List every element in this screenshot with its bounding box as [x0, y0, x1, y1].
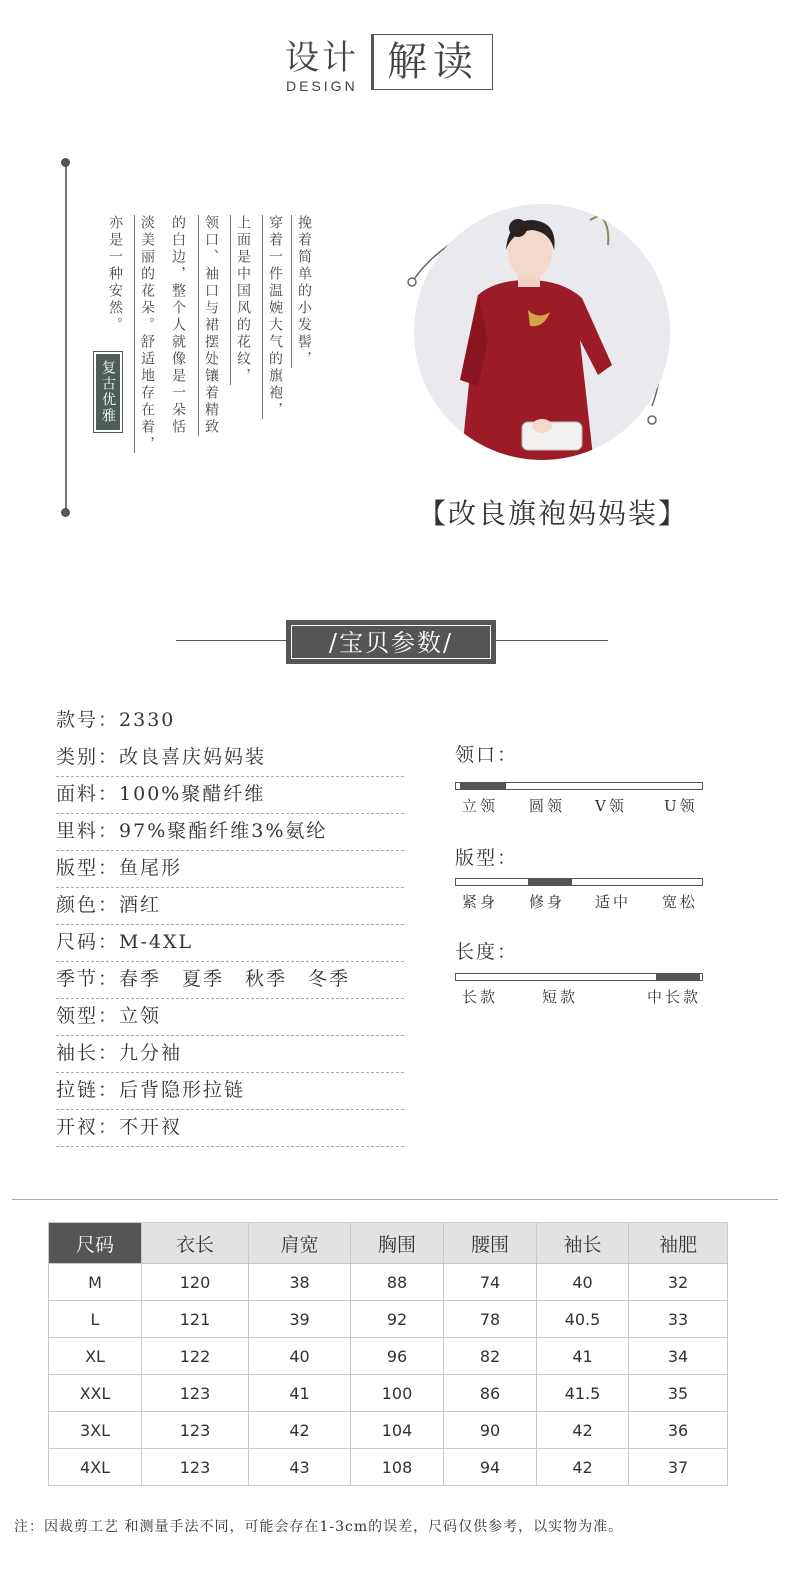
length-title: 长度： [455, 941, 519, 963]
table-cell: 42 [537, 1449, 629, 1486]
table-cell: 39 [249, 1301, 351, 1338]
size-table-header: 胸围 [351, 1223, 444, 1264]
fit-label: 宽松 [662, 893, 699, 911]
fit-slider-fill [528, 879, 572, 885]
table-cell: 82 [444, 1338, 537, 1375]
table-cell: 41 [249, 1375, 351, 1412]
params-header-line-right [496, 640, 608, 641]
table-cell: 123 [142, 1449, 249, 1486]
table-cell: L [49, 1301, 142, 1338]
table-cell: 123 [142, 1375, 249, 1412]
param-key: 颜色： [56, 894, 120, 916]
neckline-label: V领 [595, 797, 627, 815]
param-row [56, 851, 404, 888]
table-row [49, 1338, 728, 1375]
param-key: 面料： [56, 783, 120, 805]
poem-timeline-dot-top [61, 158, 70, 167]
size-note: 注：因裁剪工艺 和测量手法不同，可能会存在1-3cm的误差，尺码仅供参考，以实物为准。 [14, 1519, 624, 1535]
table-cell: XXL [49, 1375, 142, 1412]
param-value: 立领 [119, 1005, 162, 1027]
table-cell: 122 [142, 1338, 249, 1375]
size-table-header: 腰围 [444, 1223, 537, 1264]
fit-label: 适中 [595, 893, 632, 911]
design-header [285, 34, 505, 96]
poem-column: 挽着简单的小发髻， [291, 215, 312, 368]
table-cell: 74 [444, 1264, 537, 1301]
section-divider [12, 1199, 778, 1200]
table-cell: 40 [249, 1338, 351, 1375]
param-value: M-4XL [119, 931, 194, 953]
table-cell: 120 [142, 1264, 249, 1301]
poem-stamp: 复古优雅 [94, 352, 122, 432]
param-key: 开衩： [56, 1116, 120, 1138]
table-cell: M [49, 1264, 142, 1301]
poem-column: 淡美丽的花朵。舒适地存在着， [134, 215, 155, 453]
table-cell: 108 [351, 1449, 444, 1486]
param-row [56, 814, 404, 851]
param-key: 款号： [56, 709, 120, 731]
size-table [48, 1222, 728, 1486]
size-table-header-row [49, 1223, 728, 1264]
params-header [286, 620, 496, 664]
size-table-header: 袖肥 [629, 1223, 728, 1264]
table-row [49, 1449, 728, 1486]
param-key: 拉链： [56, 1079, 120, 1101]
param-value: 后背隐形拉链 [119, 1079, 246, 1101]
param-key: 袖长： [56, 1042, 120, 1064]
param-key: 里料： [56, 820, 120, 842]
table-cell: 3XL [49, 1412, 142, 1449]
param-key: 季节： [56, 968, 120, 990]
fit-title: 版型： [455, 847, 519, 869]
table-cell: 92 [351, 1301, 444, 1338]
table-cell: 40.5 [537, 1301, 629, 1338]
fit-label: 修身 [529, 893, 566, 911]
table-cell: 104 [351, 1412, 444, 1449]
table-cell: 41.5 [537, 1375, 629, 1412]
size-table-header: 肩宽 [249, 1223, 351, 1264]
poem-column: 领口、袖口与裙摆处镶着精致 [198, 215, 219, 436]
table-row [49, 1375, 728, 1412]
size-table-header: 袖长 [537, 1223, 629, 1264]
param-row [56, 777, 404, 814]
params-header-line-left [176, 640, 286, 641]
table-row [49, 1412, 728, 1449]
param-value: 鱼尾形 [119, 857, 183, 879]
portrait-caption: 【改良旗袍妈妈装】 [418, 497, 689, 530]
fit-slider [455, 878, 703, 886]
table-row [49, 1301, 728, 1338]
poem-timeline-line [65, 162, 67, 514]
poem-column: 穿着一件温婉大气的旗袍， [262, 215, 283, 419]
design-header-subtitle: DESIGN [286, 78, 358, 94]
table-cell: 33 [629, 1301, 728, 1338]
param-key: 尺码： [56, 931, 120, 953]
param-row [56, 1073, 404, 1110]
table-cell: 100 [351, 1375, 444, 1412]
table-cell: 94 [444, 1449, 537, 1486]
design-header-left: 设计 [285, 38, 359, 78]
length-label: 中长款 [647, 988, 702, 1006]
neckline-label: 立领 [462, 797, 499, 815]
table-cell: 42 [537, 1412, 629, 1449]
table-cell: 86 [444, 1375, 537, 1412]
param-value: 97%聚酯纤维3%氨纶 [119, 820, 328, 842]
table-cell: XL [49, 1338, 142, 1375]
param-value: 不开衩 [119, 1116, 183, 1138]
table-cell: 34 [629, 1338, 728, 1375]
param-value: 九分袖 [119, 1042, 183, 1064]
poem-column: 的白边，整个人就像是一朵恬 [170, 215, 186, 436]
product-portrait [400, 190, 684, 474]
table-cell: 36 [629, 1412, 728, 1449]
param-row [56, 888, 404, 925]
param-value: 改良喜庆妈妈装 [119, 746, 267, 768]
length-label: 短款 [542, 988, 579, 1006]
param-value: 2330 [119, 709, 176, 731]
size-table-header: 衣长 [142, 1223, 249, 1264]
table-cell: 35 [629, 1375, 728, 1412]
params-header-label: /宝贝参数/ [291, 625, 491, 659]
param-key: 领型： [56, 1005, 120, 1027]
param-value: 100%聚醋纤维 [119, 783, 266, 805]
table-cell: 121 [142, 1301, 249, 1338]
table-cell: 37 [629, 1449, 728, 1486]
param-row [56, 1036, 404, 1073]
length-label: 长款 [462, 988, 499, 1006]
poem-column: 上面是中国风的花纹， [230, 215, 251, 385]
table-cell: 41 [537, 1338, 629, 1375]
poem-timeline-dot-bottom [61, 508, 70, 517]
neckline-title: 领口： [455, 744, 519, 766]
table-cell: 123 [142, 1412, 249, 1449]
neckline-slider [455, 782, 703, 790]
table-row [49, 1264, 728, 1301]
param-row [56, 962, 404, 999]
table-cell: 90 [444, 1412, 537, 1449]
param-key: 版型： [56, 857, 120, 879]
param-row [56, 1110, 404, 1147]
table-cell: 78 [444, 1301, 537, 1338]
param-value: 酒红 [119, 894, 162, 916]
design-header-boxed: 解读 [371, 34, 493, 90]
neckline-label: U领 [664, 797, 698, 815]
neckline-label: 圆领 [529, 797, 566, 815]
param-row [56, 925, 404, 962]
table-cell: 43 [249, 1449, 351, 1486]
length-slider-fill [656, 974, 700, 980]
table-cell: 42 [249, 1412, 351, 1449]
size-table-header: 尺码 [49, 1223, 142, 1264]
table-cell: 4XL [49, 1449, 142, 1486]
param-key: 类别： [56, 746, 120, 768]
param-value: 春季 夏季 秋季 冬季 [119, 968, 351, 990]
portrait-illustration [400, 190, 684, 474]
param-row [56, 740, 404, 777]
length-slider [455, 973, 703, 981]
fit-label: 紧身 [462, 893, 499, 911]
table-cell: 38 [249, 1264, 351, 1301]
param-row [56, 703, 404, 739]
table-cell: 96 [351, 1338, 444, 1375]
poem-column: 亦是一种安然。 [107, 215, 123, 334]
table-cell: 40 [537, 1264, 629, 1301]
table-cell: 88 [351, 1264, 444, 1301]
table-cell: 32 [629, 1264, 728, 1301]
neckline-slider-fill [460, 783, 506, 789]
param-row [56, 999, 404, 1036]
